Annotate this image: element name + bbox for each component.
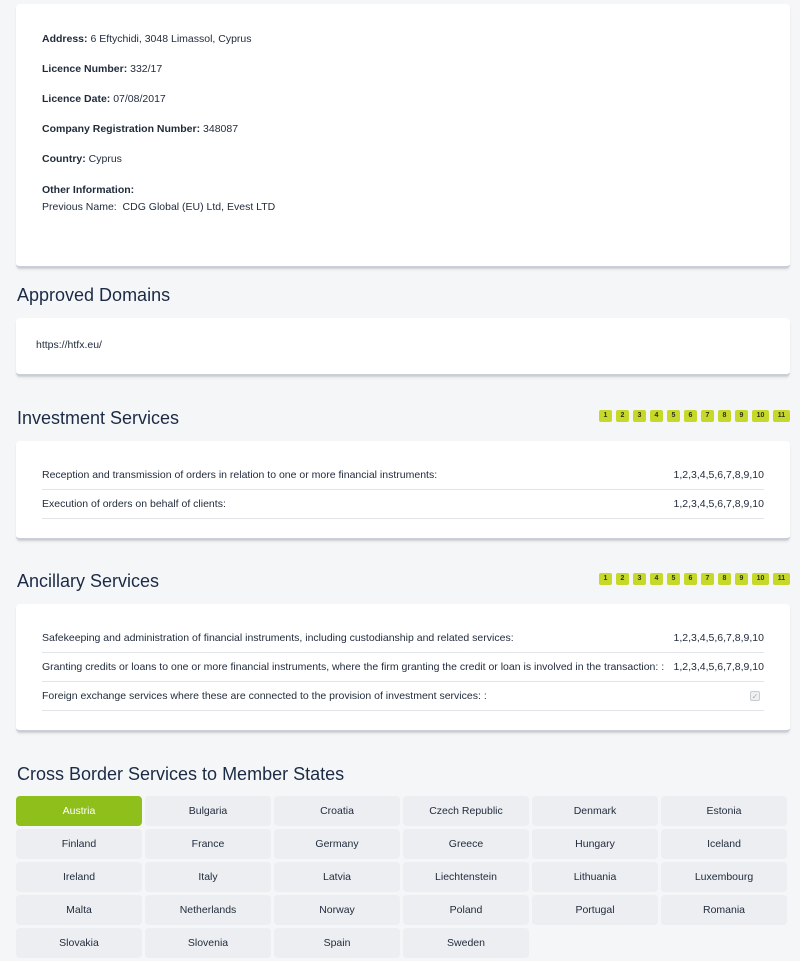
country-button-norway[interactable]: Norway: [274, 895, 400, 925]
country-button-ireland[interactable]: Ireland: [16, 862, 142, 892]
number-badge: 7: [701, 410, 714, 422]
service-value: 1,2,3,4,5,6,7,8,9,10: [673, 469, 764, 481]
country-row: [42, 152, 764, 166]
checkbox[interactable]: ✓: [751, 692, 759, 701]
number-badge: 10: [752, 410, 769, 422]
approved-domain-link[interactable]: https://htfx.eu/: [36, 339, 102, 351]
service-row: [42, 490, 764, 519]
country-button-romania[interactable]: Romania: [661, 895, 787, 925]
country-button-liechtenstein[interactable]: Liechtenstein: [403, 862, 529, 892]
country-button-portugal[interactable]: Portugal: [532, 895, 658, 925]
number-badge: 7: [701, 573, 714, 585]
investment-services-title: Investment Services: [17, 408, 180, 428]
country-button-poland[interactable]: Poland: [403, 895, 529, 925]
ancillary-services-card: [16, 604, 790, 732]
number-badge: 8: [718, 573, 731, 585]
number-badge: 11: [773, 573, 790, 585]
service-value: 1,2,3,4,5,6,7,8,9,10: [673, 661, 764, 673]
country-button-finland[interactable]: Finland: [16, 829, 142, 859]
service-row: [42, 682, 764, 711]
country-button-spain[interactable]: Spain: [274, 928, 400, 958]
investment-number-legend: [599, 410, 790, 422]
service-label: Granting credits or loans to one or more financial instruments, where the firm granting the credit or loan is involved in the transaction: :: [42, 661, 665, 673]
number-badge: 8: [718, 410, 731, 422]
number-badge: 10: [752, 573, 769, 585]
address-value: 6 Eftychidi, 3048 Limassol, Cyprus: [90, 33, 252, 45]
country-button-latvia[interactable]: Latvia: [274, 862, 400, 892]
country-button-slovakia[interactable]: Slovakia: [16, 928, 142, 958]
country-button-iceland[interactable]: Iceland: [661, 829, 787, 859]
country-button-france[interactable]: France: [145, 829, 271, 859]
service-value: 1,2,3,4,5,6,7,8,9,10: [673, 632, 764, 644]
country-button-estonia[interactable]: Estonia: [661, 796, 787, 826]
licence-date-label: Licence Date:: [42, 93, 111, 105]
number-badge: 6: [684, 410, 697, 422]
number-badge: 1: [599, 573, 612, 585]
number-badge: 4: [650, 410, 663, 422]
number-badge: 4: [650, 573, 663, 585]
number-badge: 2: [616, 573, 629, 585]
country-button-denmark[interactable]: Denmark: [532, 796, 658, 826]
number-badge: 11: [773, 410, 790, 422]
cross-border-title: Cross Border Services to Member States: [17, 764, 345, 784]
country-button-czech-republic[interactable]: Czech Republic: [403, 796, 529, 826]
number-badge: 3: [633, 573, 646, 585]
country-button-hungary[interactable]: Hungary: [532, 829, 658, 859]
number-badge: 2: [616, 410, 629, 422]
country-button-netherlands[interactable]: Netherlands: [145, 895, 271, 925]
other-information: [42, 182, 764, 216]
service-value: 1,2,3,4,5,6,7,8,9,10: [673, 498, 764, 510]
address-row: [42, 32, 764, 46]
number-badge: 9: [735, 573, 748, 585]
number-badge: 1: [599, 410, 612, 422]
service-row: [42, 653, 764, 682]
country-grid: [16, 796, 790, 958]
number-badge: 3: [633, 410, 646, 422]
licence-number-value: 332/17: [130, 63, 163, 75]
other-information-value: Previous Name: CDG Global (EU) Ltd, Evest LTD: [42, 201, 276, 213]
country-value: Cyprus: [88, 153, 122, 165]
approved-domains-title: Approved Domains: [17, 285, 171, 305]
service-label: Reception and transmission of orders in relation to one or more financial instruments:: [42, 469, 438, 481]
country-button-greece[interactable]: Greece: [403, 829, 529, 859]
service-label: Execution of orders on behalf of clients:: [42, 498, 226, 510]
company-registration-label: Company Registration Number:: [42, 123, 201, 135]
service-label: Safekeeping and administration of financial instruments, including custodianship and related services:: [42, 632, 514, 644]
number-badge: 6: [684, 573, 697, 585]
company-registration-row: [42, 122, 764, 136]
country-button-austria[interactable]: Austria: [16, 796, 142, 826]
number-badge: 5: [667, 573, 680, 585]
country-label: Country:: [42, 153, 86, 165]
country-button-slovenia[interactable]: Slovenia: [145, 928, 271, 958]
approved-domains-card: [16, 318, 790, 376]
other-information-label: Other Information:: [42, 184, 135, 196]
country-button-luxembourg[interactable]: Luxembourg: [661, 862, 787, 892]
country-button-lithuania[interactable]: Lithuania: [532, 862, 658, 892]
number-badge: 9: [735, 410, 748, 422]
service-row: [42, 461, 764, 490]
licence-date-row: [42, 92, 764, 106]
country-button-croatia[interactable]: Croatia: [274, 796, 400, 826]
service-row: [42, 624, 764, 653]
investment-services-card: [16, 441, 790, 540]
country-button-italy[interactable]: Italy: [145, 862, 271, 892]
number-badge: 5: [667, 410, 680, 422]
ancillary-number-legend: [599, 573, 790, 585]
licence-date-value: 07/08/2017: [113, 93, 166, 105]
service-label: Foreign exchange services where these are connected to the provision of investment services: :: [42, 690, 487, 702]
ancillary-services-title: Ancillary Services: [17, 571, 160, 591]
licence-number-label: Licence Number:: [42, 63, 128, 75]
licence-number-row: [42, 62, 764, 76]
address-label: Address:: [42, 33, 88, 45]
country-button-bulgaria[interactable]: Bulgaria: [145, 796, 271, 826]
country-button-sweden[interactable]: Sweden: [403, 928, 529, 958]
country-button-malta[interactable]: Malta: [16, 895, 142, 925]
company-registration-value: 348087: [203, 123, 239, 135]
country-button-germany[interactable]: Germany: [274, 829, 400, 859]
company-info-card: [16, 4, 790, 268]
